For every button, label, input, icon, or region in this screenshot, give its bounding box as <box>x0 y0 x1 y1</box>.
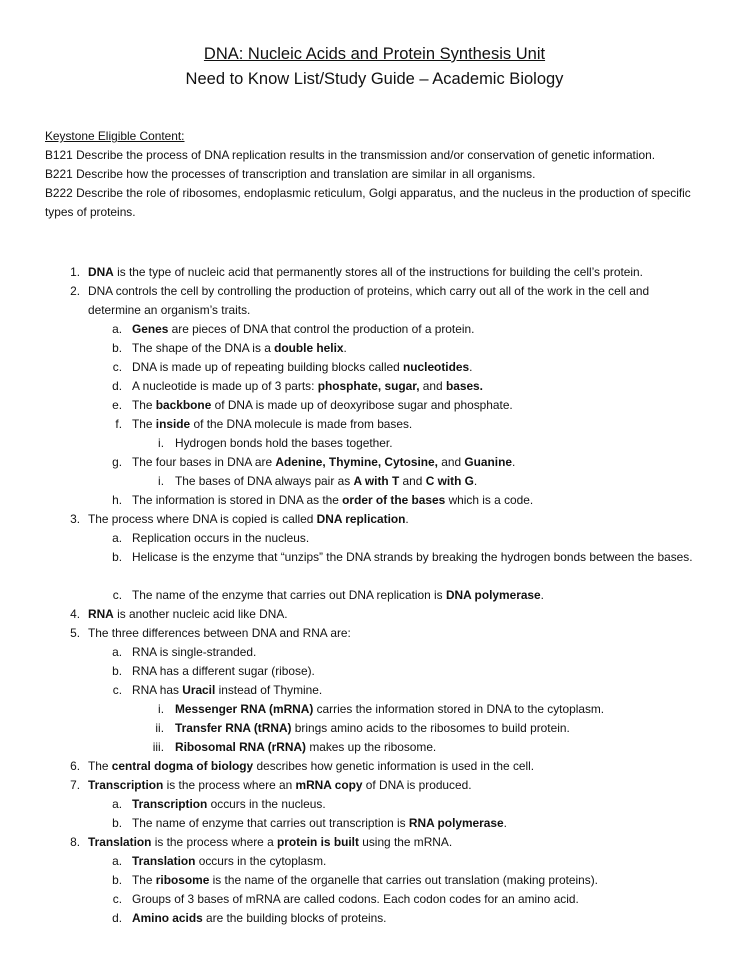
text-segment: which is a code. <box>445 493 534 507</box>
bold-term: Ribosomal RNA (rRNA) <box>175 740 307 754</box>
text-segment: The name of the enzyme that carries out DNA replication is <box>132 588 446 602</box>
list-item <box>0 624 749 643</box>
text-segment: DNA is made up of repeating building blocks called <box>132 360 403 374</box>
list-text <box>132 548 698 567</box>
list-item <box>0 909 749 928</box>
text-segment: A nucleotide is made up of 3 parts: <box>132 379 318 393</box>
list-item <box>0 396 749 415</box>
list-text <box>175 434 695 453</box>
list-item <box>0 700 749 719</box>
list-marker: 2. <box>70 284 80 298</box>
list-marker: a. <box>112 531 122 545</box>
study-guide-list <box>0 263 749 928</box>
text-segment: Groups of 3 bases of mRNA are called codons. Each codon codes for an amino acid. <box>132 892 579 906</box>
list-text <box>132 377 698 396</box>
list-item <box>0 529 749 548</box>
bold-term: Translation <box>132 854 196 868</box>
text-segment: The <box>132 873 156 887</box>
list-text <box>132 491 698 510</box>
list-item <box>0 890 749 909</box>
list-item <box>0 320 749 339</box>
list-text <box>88 776 698 795</box>
text-segment: The <box>132 417 156 431</box>
list-item <box>0 776 749 795</box>
list-marker: a. <box>112 322 122 336</box>
text-segment: of DNA is produced. <box>362 778 472 792</box>
list-marker: c. <box>112 892 122 906</box>
list-marker: 1. <box>70 265 80 279</box>
bold-term: Transcription <box>88 778 164 792</box>
keystone-heading: Keystone Eligible Content: <box>45 129 185 143</box>
bold-term: A with T <box>353 474 400 488</box>
list-text <box>132 795 698 814</box>
standard-b221: B221 Describe how the processes of transcription and translation are similar in all organisms. <box>45 167 536 181</box>
list-item <box>0 548 749 586</box>
list-item <box>0 738 749 757</box>
bold-term: Genes <box>132 322 169 336</box>
list-text <box>175 738 695 757</box>
list-item <box>0 757 749 776</box>
list-marker: a. <box>112 645 122 659</box>
bold-term: central dogma of biology <box>111 759 254 773</box>
list-item <box>0 377 749 396</box>
text-segment: The three differences between DNA and RNA are: <box>88 626 351 640</box>
list-marker: i. <box>158 436 164 450</box>
list-item <box>0 643 749 662</box>
list-marker: d. <box>112 379 122 393</box>
list-marker: d. <box>112 911 122 925</box>
list-item <box>0 415 749 434</box>
list-text <box>132 320 698 339</box>
bold-term: Uracil <box>182 683 216 697</box>
text-segment: is the name of the organelle that carries out translation (making proteins). <box>209 873 598 887</box>
list-item <box>0 358 749 377</box>
list-text <box>132 529 698 548</box>
text-segment: using the mRNA. <box>358 835 453 849</box>
list-item <box>0 814 749 833</box>
text-segment: Helicase is the enzyme that “unzips” the DNA strands by breaking the hydrogen bonds between the bases. <box>132 550 693 564</box>
text-segment: . <box>473 474 478 488</box>
list-text <box>132 586 698 605</box>
list-text <box>132 890 698 909</box>
bold-term: Transcription <box>132 797 208 811</box>
text-segment: and <box>419 379 446 393</box>
list-marker: e. <box>112 398 122 412</box>
text-segment: RNA is single-stranded. <box>132 645 257 659</box>
text-segment: RNA has a different sugar (ribose). <box>132 664 315 678</box>
list-text <box>88 510 698 529</box>
text-segment: . <box>405 512 409 526</box>
list-text <box>132 453 698 472</box>
list-marker: 3. <box>70 512 80 526</box>
list-text <box>132 909 698 928</box>
text-segment: describes how genetic information is used in the cell. <box>253 759 535 773</box>
text-segment: are the building blocks of proteins. <box>202 911 387 925</box>
standard-b121: B121 Describe the process of DNA replication results in the transmission and/or conservation of genetic information. <box>45 148 656 162</box>
list-text <box>132 852 698 871</box>
list-text <box>132 662 698 681</box>
bold-term: mRNA copy <box>295 778 363 792</box>
text-segment: of DNA is made up of deoxyribose sugar and phosphate. <box>211 398 513 412</box>
bold-term: Transfer RNA (tRNA) <box>175 721 292 735</box>
bold-term: RNA polymerase <box>408 816 504 830</box>
list-marker: 8. <box>70 835 80 849</box>
text-segment: The shape of the DNA is a <box>132 341 275 355</box>
list-marker: a. <box>112 854 122 868</box>
bold-term: phosphate, sugar, <box>317 379 420 393</box>
list-text <box>88 833 698 852</box>
bold-term: order of the bases <box>342 493 446 507</box>
list-item <box>0 510 749 529</box>
text-segment: . <box>503 816 507 830</box>
keystone-content <box>45 127 710 222</box>
list-text <box>175 700 695 719</box>
text-segment: occurs in the cytoplasm. <box>195 854 327 868</box>
text-segment: instead of Thymine. <box>215 683 323 697</box>
list-text <box>88 282 698 320</box>
text-segment: The four bases in DNA are <box>132 455 276 469</box>
text-segment: The name of enzyme that carries out transcription is <box>132 816 409 830</box>
text-segment: and <box>399 474 426 488</box>
text-segment: and <box>437 455 465 469</box>
list-marker: b. <box>112 664 122 678</box>
list-text <box>132 643 698 662</box>
list-marker: c. <box>112 588 122 602</box>
list-text <box>175 472 695 491</box>
list-item <box>0 434 749 453</box>
text-segment: . <box>343 341 347 355</box>
text-segment: occurs in the nucleus. <box>207 797 326 811</box>
standard-b222: B222 Describe the role of ribosomes, endoplasmic reticulum, Golgi apparatus, and the nucleus in the production of specific types of proteins. <box>45 186 691 219</box>
bold-term: C with G <box>425 474 474 488</box>
list-text <box>132 339 698 358</box>
bold-term: double helix <box>274 341 344 355</box>
list-text <box>88 605 698 624</box>
list-marker: a. <box>112 797 122 811</box>
list-item <box>0 453 749 472</box>
text-segment: . <box>512 455 516 469</box>
list-text <box>132 814 698 833</box>
text-segment: . <box>540 588 544 602</box>
text-segment: The process where DNA is copied is called <box>88 512 317 526</box>
list-text <box>132 871 698 890</box>
list-marker: f. <box>115 417 122 431</box>
text-segment: is another nucleic acid like DNA. <box>113 607 288 621</box>
list-text <box>132 681 698 700</box>
list-item <box>0 605 749 624</box>
bold-term: Messenger RNA (mRNA) <box>175 702 314 716</box>
bold-term: protein is built <box>277 835 359 849</box>
bold-term: Translation <box>88 835 152 849</box>
list-marker: c. <box>112 360 122 374</box>
list-item <box>0 681 749 700</box>
document-subtitle: Need to Know List/Study Guide – Academic Biology <box>185 70 564 88</box>
text-segment: The <box>88 759 112 773</box>
list-marker: ii. <box>155 721 164 735</box>
list-item <box>0 263 749 282</box>
text-segment: The bases of DNA always pair as <box>175 474 354 488</box>
bold-term: Adenine, Thymine, Cytosine, <box>275 455 438 469</box>
list-marker: iii. <box>152 740 164 754</box>
list-item <box>0 282 749 320</box>
bold-term: RNA <box>88 607 114 621</box>
list-marker: c. <box>112 683 122 697</box>
list-item <box>0 339 749 358</box>
list-item <box>0 491 749 510</box>
list-marker: b. <box>112 341 122 355</box>
list-item <box>0 586 749 605</box>
text-segment: is the process where a <box>151 835 278 849</box>
text-segment: DNA controls the cell by controlling the production of proteins, which carry out all of the work in the cell and determine an organism’s traits. <box>88 284 650 317</box>
list-marker: 6. <box>70 759 80 773</box>
text-segment: The <box>132 398 156 412</box>
text-segment: is the process where an <box>163 778 296 792</box>
text-segment: makes up the ribosome. <box>306 740 437 754</box>
text-segment: Hydrogen bonds hold the bases together. <box>175 436 393 450</box>
list-text <box>132 415 698 434</box>
list-marker: b. <box>112 816 122 830</box>
list-marker: 5. <box>70 626 80 640</box>
text-segment: are pieces of DNA that control the production of a protein. <box>168 322 475 336</box>
list-text <box>132 358 698 377</box>
list-text <box>175 719 695 738</box>
list-item <box>0 871 749 890</box>
bold-term: nucleotides <box>403 360 470 374</box>
text-segment: Replication occurs in the nucleus. <box>132 531 310 545</box>
document-title: DNA: Nucleic Acids and Protein Synthesis Unit <box>203 45 546 63</box>
bold-term: DNA <box>88 265 114 279</box>
list-text <box>88 263 698 282</box>
text-segment: . <box>469 360 473 374</box>
bold-term: backbone <box>155 398 212 412</box>
list-marker: g. <box>112 455 122 469</box>
list-marker: i. <box>158 474 164 488</box>
list-text <box>132 396 698 415</box>
list-item <box>0 472 749 491</box>
list-item <box>0 852 749 871</box>
list-item <box>0 795 749 814</box>
list-item <box>0 833 749 852</box>
text-segment: brings amino acids to the ribosomes to build protein. <box>291 721 570 735</box>
list-marker: b. <box>112 550 122 564</box>
text-segment: The information is stored in DNA as the <box>132 493 343 507</box>
bold-term: inside <box>155 417 191 431</box>
bold-term: ribosome <box>155 873 210 887</box>
list-marker: 7. <box>70 778 80 792</box>
list-marker: i. <box>158 702 164 716</box>
text-segment: of the DNA molecule is made from bases. <box>190 417 413 431</box>
list-marker: h. <box>112 493 122 507</box>
list-item <box>0 719 749 738</box>
text-segment: RNA has <box>132 683 183 697</box>
bold-term: bases. <box>445 379 483 393</box>
list-text <box>88 757 698 776</box>
list-marker: b. <box>112 873 122 887</box>
bold-term: DNA replication <box>316 512 406 526</box>
text-segment: carries the information stored in DNA to the cytoplasm. <box>313 702 605 716</box>
text-segment: is the type of nucleic acid that permanently stores all of the instructions for building the cell’s protein. <box>113 265 643 279</box>
bold-term: Guanine <box>464 455 512 469</box>
list-text <box>88 624 698 643</box>
bold-term: Amino acids <box>132 911 203 925</box>
list-item <box>0 662 749 681</box>
bold-term: DNA polymerase <box>445 588 541 602</box>
list-marker: 4. <box>70 607 80 621</box>
